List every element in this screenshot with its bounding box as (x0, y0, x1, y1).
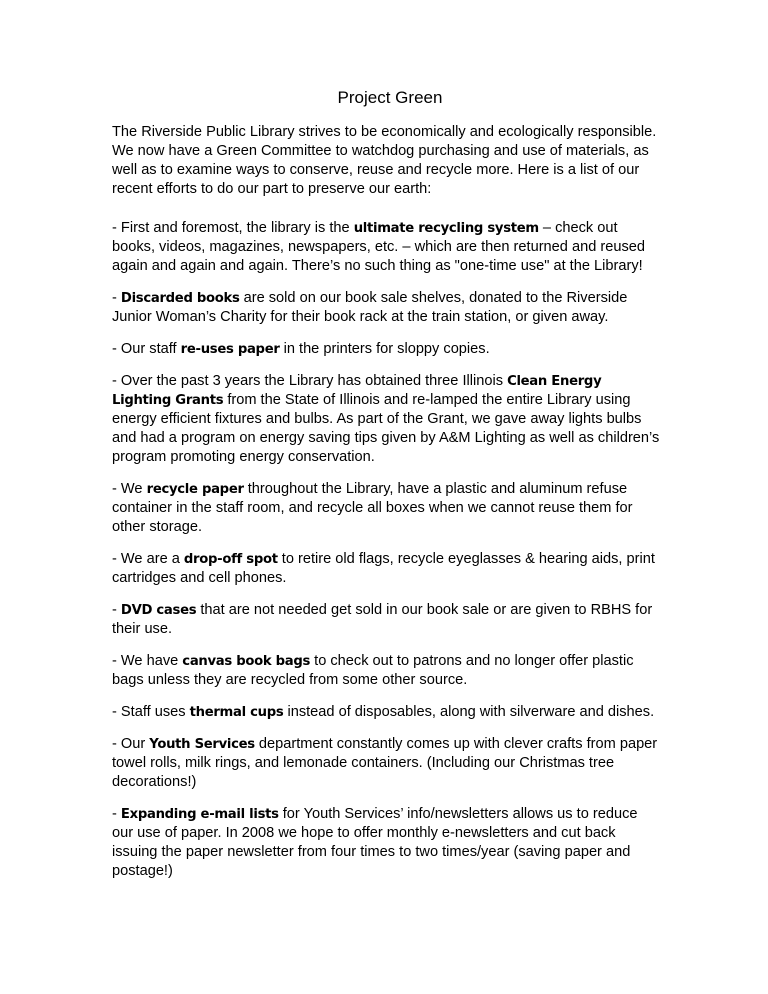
item-text: - (112, 602, 121, 618)
item-highlight: canvas book bags (182, 654, 311, 669)
list-item-dvd-cases (112, 601, 660, 639)
item-text: for Youth Services’ info/newsletters allows us to reduce our use of paper. In 2008 we hope to offer monthly e-newsletters and cut back issuing the paper newsletter from four times to two times/year (saving paper and postage!) (112, 806, 638, 879)
list-item-discarded-books (112, 289, 660, 327)
list-item-drop-off-spot (112, 550, 660, 588)
list-item-reuse-paper (112, 340, 660, 359)
list-item-youth-services (112, 735, 660, 792)
item-highlight: Clean Energy Lighting Grants (112, 374, 602, 408)
item-text: – check out books, videos, magazines, newspapers, etc. – which are then returned and reused again and again and again. There’s no such thing as "one-time use" at the Library! (112, 220, 645, 274)
item-text: - Our staff (112, 341, 181, 357)
item-highlight: drop-off spot (183, 552, 278, 567)
item-text: are sold on our book sale shelves, donated to the Riverside Junior Woman’s Charity for their book rack at the train station, or given away. (112, 290, 628, 325)
item-text: - We are a (112, 551, 184, 567)
item-text: - We (112, 481, 147, 497)
item-text: to retire old flags, recycle eyeglasses & hearing aids, print cartridges and cell phones. (112, 551, 655, 586)
list-item-lighting-grants (112, 372, 660, 467)
list-item-recycle-paper (112, 480, 660, 537)
document-title: Project Green (337, 88, 443, 107)
intro-paragraph: The Riverside Public Library strives to be economically and ecologically responsible. We now have a Green Committee to watchdog purchasing and use of materials, as well as to examine ways to conserve, reuse and recycle more. Here is a list of our recent efforts to do our part to preserve our earth: (112, 124, 657, 197)
document-page (112, 87, 660, 894)
list-item-thermal-cups (112, 703, 660, 722)
item-text: to check out to patrons and no longer offer plastic bags unless they are recycled from some other source. (112, 653, 634, 688)
item-text: instead of disposables, along with silverware and dishes. (283, 704, 655, 720)
item-text: department constantly comes up with clever crafts from paper towel rolls, milk rings, and lemonade containers. (Including our Christmas tree decorations!) (112, 736, 658, 790)
list-item-canvas-bags (112, 652, 660, 690)
item-text: - (112, 806, 121, 822)
list-item-email-lists (112, 805, 660, 881)
item-text: - We have (112, 653, 183, 669)
item-text: - Staff uses (112, 704, 190, 720)
item-highlight: re-uses paper (180, 342, 280, 357)
item-highlight: Youth Services (149, 737, 255, 752)
item-text: - Over the past 3 years the Library has obtained three Illinois (112, 373, 508, 389)
item-text: in the printers for sloppy copies. (279, 341, 490, 357)
item-text: - (112, 290, 121, 306)
item-text: - First and foremost, the library is the (112, 220, 354, 236)
item-highlight: thermal cups (189, 705, 284, 720)
item-text: - Our (112, 736, 150, 752)
list-item-recycling-system (112, 219, 660, 276)
item-highlight: Discarded books (120, 291, 240, 306)
item-text: from the State of Illinois and re-lamped the entire Library using energy efficient fixtures and bulbs. As part of the Grant, we gave away lights bulbs and had a program on energy saving tips given by A&M Lighting as well as children’s program promoting energy conservation. (112, 392, 660, 465)
item-highlight: recycle paper (146, 482, 244, 497)
item-highlight: ultimate recycling system (353, 221, 539, 236)
item-highlight: DVD cases (120, 603, 197, 618)
item-highlight: Expanding e-mail lists (120, 807, 279, 822)
item-text: throughout the Library, have a plastic and aluminum refuse container in the staff room, and recycle all boxes when we cannot reuse them for other storage. (112, 481, 633, 535)
item-text: that are not needed get sold in our book sale or are given to RBHS for their use. (112, 602, 653, 637)
